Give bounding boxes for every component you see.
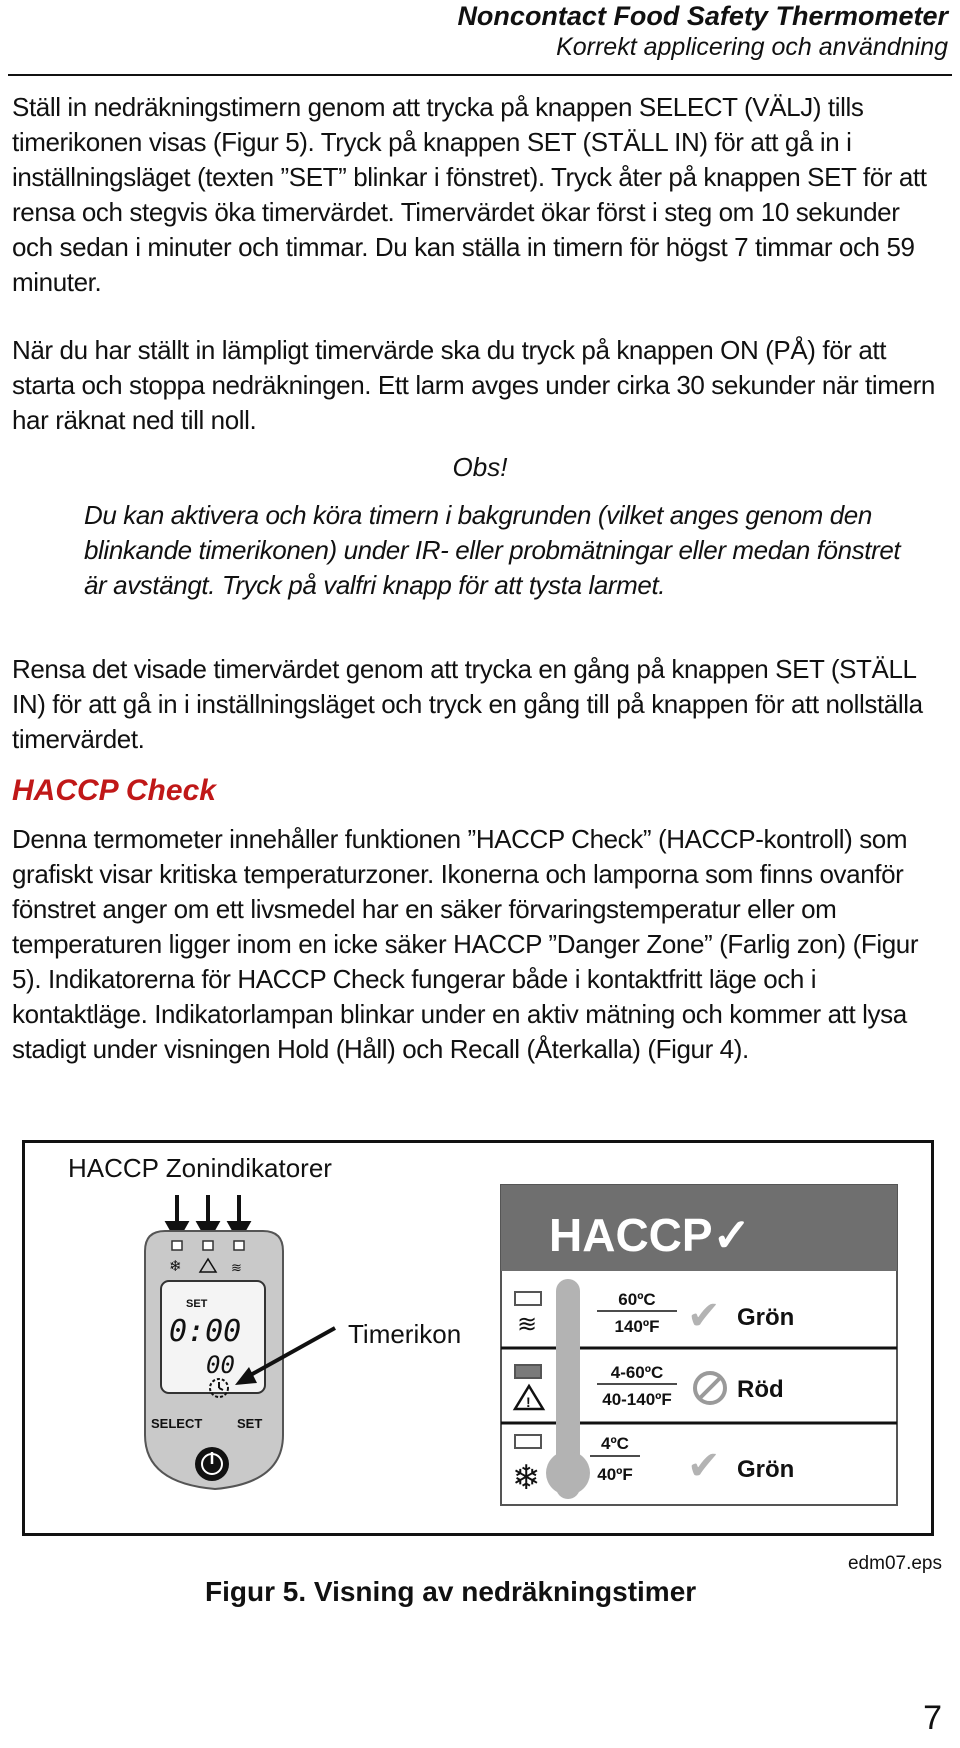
timer-icon-label: Timerikon <box>348 1319 462 1349</box>
row-1-status: Grön <box>737 1304 795 1331</box>
snowflake-icon: ❄ <box>512 1459 541 1497</box>
haccp-panel-title: HACCP✓ <box>549 1209 752 1261</box>
lamp-row-2 <box>515 1365 541 1378</box>
row-1-top: 60ºC <box>618 1290 656 1309</box>
row-3-bottom: 40ºF <box>597 1465 633 1484</box>
file-reference: edm07.eps <box>847 1553 942 1574</box>
heat-icon: ≋ <box>517 1311 538 1338</box>
document-title: Noncontact Food Safety Thermometer <box>457 1 948 31</box>
zone-lamp-warning <box>203 1241 213 1250</box>
paragraph-timer-setup: Ställ in nedräkningstimern genom att trycka på knappen SELECT (VÄLJ) tills timerikonen visas (Figur 5). Tryck på knappen SET (STÄLL IN) för att gå in i inställningsläget (texten ”SET” blinkar i fönstret). Tryck åter på knappen SET för att rensa och stegvis öka timervärdet. Timervärdet ökar först i steg om 10 sekunder och sedan i minuter och timmar. Du kan ställa in timern för högst 7 timmar och 59 minuter. <box>12 92 927 297</box>
lamp-row-1 <box>515 1292 541 1305</box>
paragraph-timer-reset: Rensa det visade timervärdet genom att trycka en gång på knappen SET (STÄLL IN) för att gå in i inställningsläget och tryck en gång till på knappen för att nollställa timervärdet. <box>12 654 923 754</box>
zone-lamp-heat <box>234 1241 244 1250</box>
paragraph-timer-start: När du har ställt in lämpligt timervärde ska du tryck på knappen ON (PÅ) för att starta och stoppa nedräkningen. Ett larm avges under cirka 30 sekunder när timern har räknat ned till noll. <box>12 335 935 435</box>
zone-indicators-label: HACCP Zonindikatorer <box>68 1153 332 1183</box>
svg-text:!: ! <box>526 1394 531 1410</box>
header-rule <box>8 74 952 76</box>
check-icon: ✔ <box>687 1444 721 1488</box>
note-text: Du kan aktivera och köra timern i bakgrunden (vilket anges genom den blinkande timerikonen) under IR- eller probmätningar eller medan fönstret är avstängt. Tryck på valfri knapp för att tysta larmet. <box>84 500 901 600</box>
row-2-top: 4-60ºC <box>610 1363 664 1382</box>
check-icon: ✔ <box>687 1294 721 1338</box>
haccp-panel <box>501 1185 897 1505</box>
section-heading-haccp: HACCP Check <box>12 774 216 807</box>
figure-box <box>22 1140 934 1536</box>
row-3-top: 4ºC <box>601 1434 629 1453</box>
lcd-main-readout: 0:00 <box>169 1314 242 1349</box>
lamp-row-3 <box>515 1435 541 1448</box>
row-2-status: Röd <box>737 1376 784 1403</box>
page-header <box>457 0 948 62</box>
zone-lamp-snow <box>172 1241 182 1250</box>
lcd-sub-readout: 00 <box>206 1351 235 1379</box>
snowflake-icon: ❄ <box>169 1258 182 1275</box>
figure-caption: Figur 5. Visning av nedräkningstimer <box>205 1576 697 1607</box>
device-set-label: SET <box>237 1416 263 1431</box>
page-number: 7 <box>923 1699 942 1737</box>
document-subtitle: Korrekt applicering och användning <box>556 33 948 61</box>
device-select-label: SELECT <box>151 1416 203 1431</box>
lcd-set: SET <box>186 1298 208 1310</box>
heat-icon: ≋ <box>231 1260 242 1275</box>
row-3-status: Grön <box>737 1456 795 1483</box>
row-2-bottom: 40-140ºF <box>602 1390 672 1409</box>
thermometer-device <box>145 1231 283 1489</box>
note-title: Obs! <box>452 452 508 482</box>
paragraph-haccp: Denna termometer innehåller funktionen ”HACCP Check” (HACCP-kontroll) som grafiskt visar kritiska temperaturzoner. Ikonerna och lamporna som finns ovanför fönstret anger om ett livsmedel har en säker förvaringstemperatur eller om temperaturen ligger inom en icke säker HACCP ”Danger Zone” (Farlig zon) (Figur 5). Indikatorerna för HACCP Check fungerar både i kontaktfritt läge och i kontaktläge. Indikatorlampan blinkar under en aktiv mätning och kommer att lysa stadigt under visningen Hold (Håll) och Recall (Återkalla) (Figur 4). <box>12 824 919 1064</box>
figure-5-illustration <box>25 1143 931 1533</box>
row-1-bottom: 140ºF <box>614 1317 660 1336</box>
